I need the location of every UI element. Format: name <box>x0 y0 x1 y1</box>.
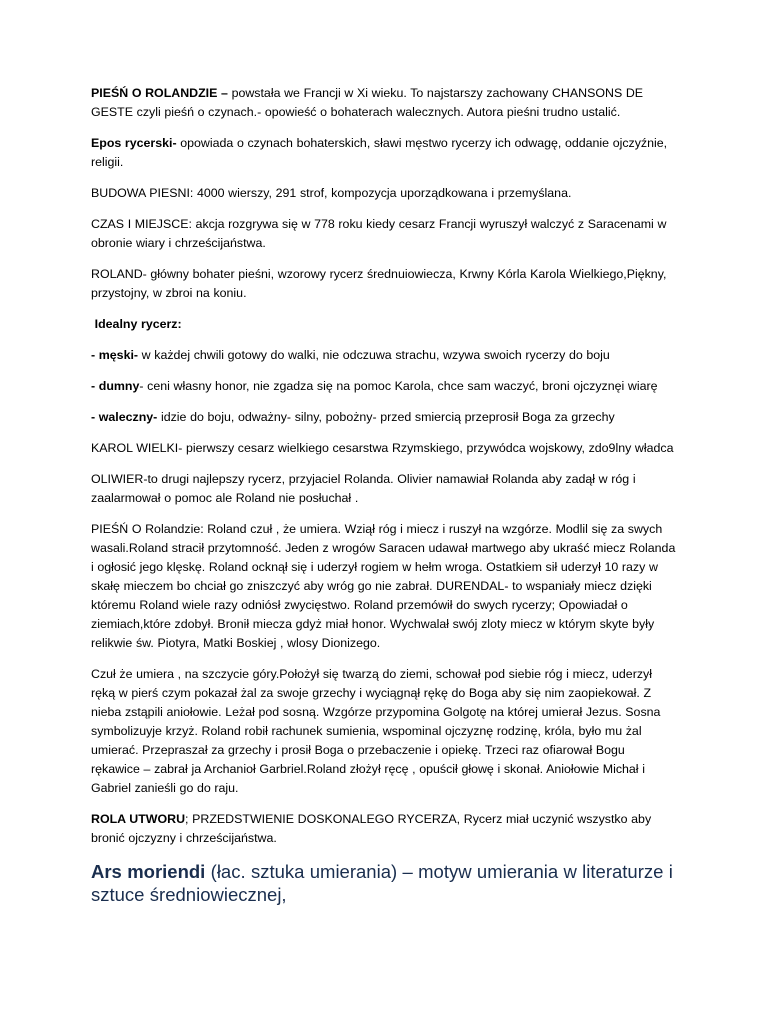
trait-waleczny <box>91 408 676 427</box>
bold-term: - męski- <box>91 348 139 362</box>
paragraph-rola-utworu <box>91 810 676 848</box>
paragraph-text: idzie do boju, odważny- silny, pobożny- przed smiercią przeprosił Boga za grzechy <box>157 410 615 424</box>
heading-term: Ars moriendi <box>91 861 206 882</box>
heading-text: (łac. sztuka umierania) – motyw umierania w literaturze i sztuce średniowiecznej, <box>91 861 673 905</box>
paragraph-text: opowiada o czynach bohaterskich, sławi męstwo rycerzy ich odwagę, oddanie ojczyźnie, religii. <box>91 136 668 169</box>
paragraph-text: w każdej chwili gotowy do walki, nie odczuwa strachu, wzywa swoich rycerzy do boju <box>138 348 610 362</box>
section-heading-ars-moriendi <box>91 860 676 906</box>
bold-term: PIEŚŃ O ROLANDZIE – <box>91 86 228 100</box>
paragraph-text: - ceni własny honor, nie zgadza się na pomoc Karola, chce sam waczyć, broni ojczyznęi wiarę <box>139 379 658 393</box>
trait-meski <box>91 346 676 365</box>
paragraph-epos <box>91 134 676 172</box>
paragraph-text: powstała we Francji w Xi wieku. To najstarszy zachowany CHANSONS DE GESTE czyli pieśń o czynach.- opowieść o bohaterach walecznych. Autora pieśni trudno ustalić. <box>91 86 644 119</box>
paragraph-budowa: BUDOWA PIESNI: 4000 wierszy, 291 strof, kompozycja uporządkowana i przemyślana. <box>91 186 572 200</box>
bold-term: Epos rycerski- <box>91 136 177 150</box>
paragraph-intro <box>91 84 676 122</box>
bold-term: - waleczny- <box>91 410 158 424</box>
paragraph-czas: CZAS I MIEJSCE: akcja rozgrywa się w 778 roku kiedy cesarz Francji wyruszył walczyć z Saracenami w obronie wiary i chrześcijaństwa. <box>91 217 667 250</box>
bold-term: ROLA UTWORU <box>91 812 186 826</box>
paragraph-text: ; PRZEDSTWIENIE DOSKONALEGO RYCERZA, Rycerz miał uczynić wszystko aby bronić ojczyzny i chrześcijaństwa. <box>91 812 652 845</box>
paragraph-smierc: Czuł że umiera , na szczycie góry.Położył się twarzą do ziemi, schował pod siebie róg i miecz, uderzył ręką w pierś czym pokazał żal za swoje grzechy i wyciągnął rękę do Boga aby się nim zaopiekował. Z nieba zstąpili aniołowie. Leżał pod sosną. Wzgórze przypomina Golgotę na której umierał Jezus. Sosna symbolizuyje krzyż. Roland robił rachunek sumienia, wspominal ojczyznę rodzinę, króla, było mu żal umierać. Przepraszał za grzechy i prosił Boga o przebaczenie i opiekę. Trzeci raz ofiarował Bogu rękawice – zabrał ja Archanioł Garbriel.Roland złożył ręcę , opuścił głowę i skonał. Aniołowie Michał i Gabriel zanieśli go do raju. <box>91 667 661 795</box>
paragraph-piesn: PIEŚŃ O Rolandzie: Roland czuł , że umiera. Wziął róg i miecz i ruszył na wzgórze. Modlil się za swych wasali.Roland stracił przytomność. Jeden z wrogów Saracen udawał martwego aby ukraść miecz Rolanda i ogłosić jego klęskę. Roland ocknął się i uderzył rogiem w hełm wroga. Ostatkiem sił uderzył 10 razy w skałę mieczem bo chciał go zniszczyć aby wróg go nie zabrał. DURENDAL- to wspaniały miecz dzięki któremu Roland wiele razy odniósł zwycięstwo. Roland przemówił do swych rycerzy; Opowiadał o ziemiach,które zdobył. Bronił miecza gdyż miał honor. Wychwalał swój zloty miecz w którym skyte były relikwie św. Piotyra, Matki Boskiej , wlosy Dionizego. <box>91 522 676 650</box>
subheading-ideal-knight: Idealny rycerz: <box>94 317 182 331</box>
paragraph-karol: KAROL WIELKI- pierwszy cesarz wielkiego cesarstwa Rzymskiego, przywódca wojskowy, zdo9lny władca <box>91 441 674 455</box>
bold-term: - dumny <box>91 379 140 393</box>
paragraph-oliwier: OLIWIER-to drugi najlepszy rycerz, przyjaciel Rolanda. Olivier namawiał Rolanda aby zadął w róg i zaalarmował o pomoc ale Roland nie posłuchał . <box>91 472 636 505</box>
trait-dumny <box>91 377 676 396</box>
paragraph-roland: ROLAND- główny bohater pieśni, wzorowy rycerz średnuiowiecza, Krwny Kórla Karola Wielkiego,Piękny, przystojny, w zbroi na koniu. <box>91 267 667 300</box>
